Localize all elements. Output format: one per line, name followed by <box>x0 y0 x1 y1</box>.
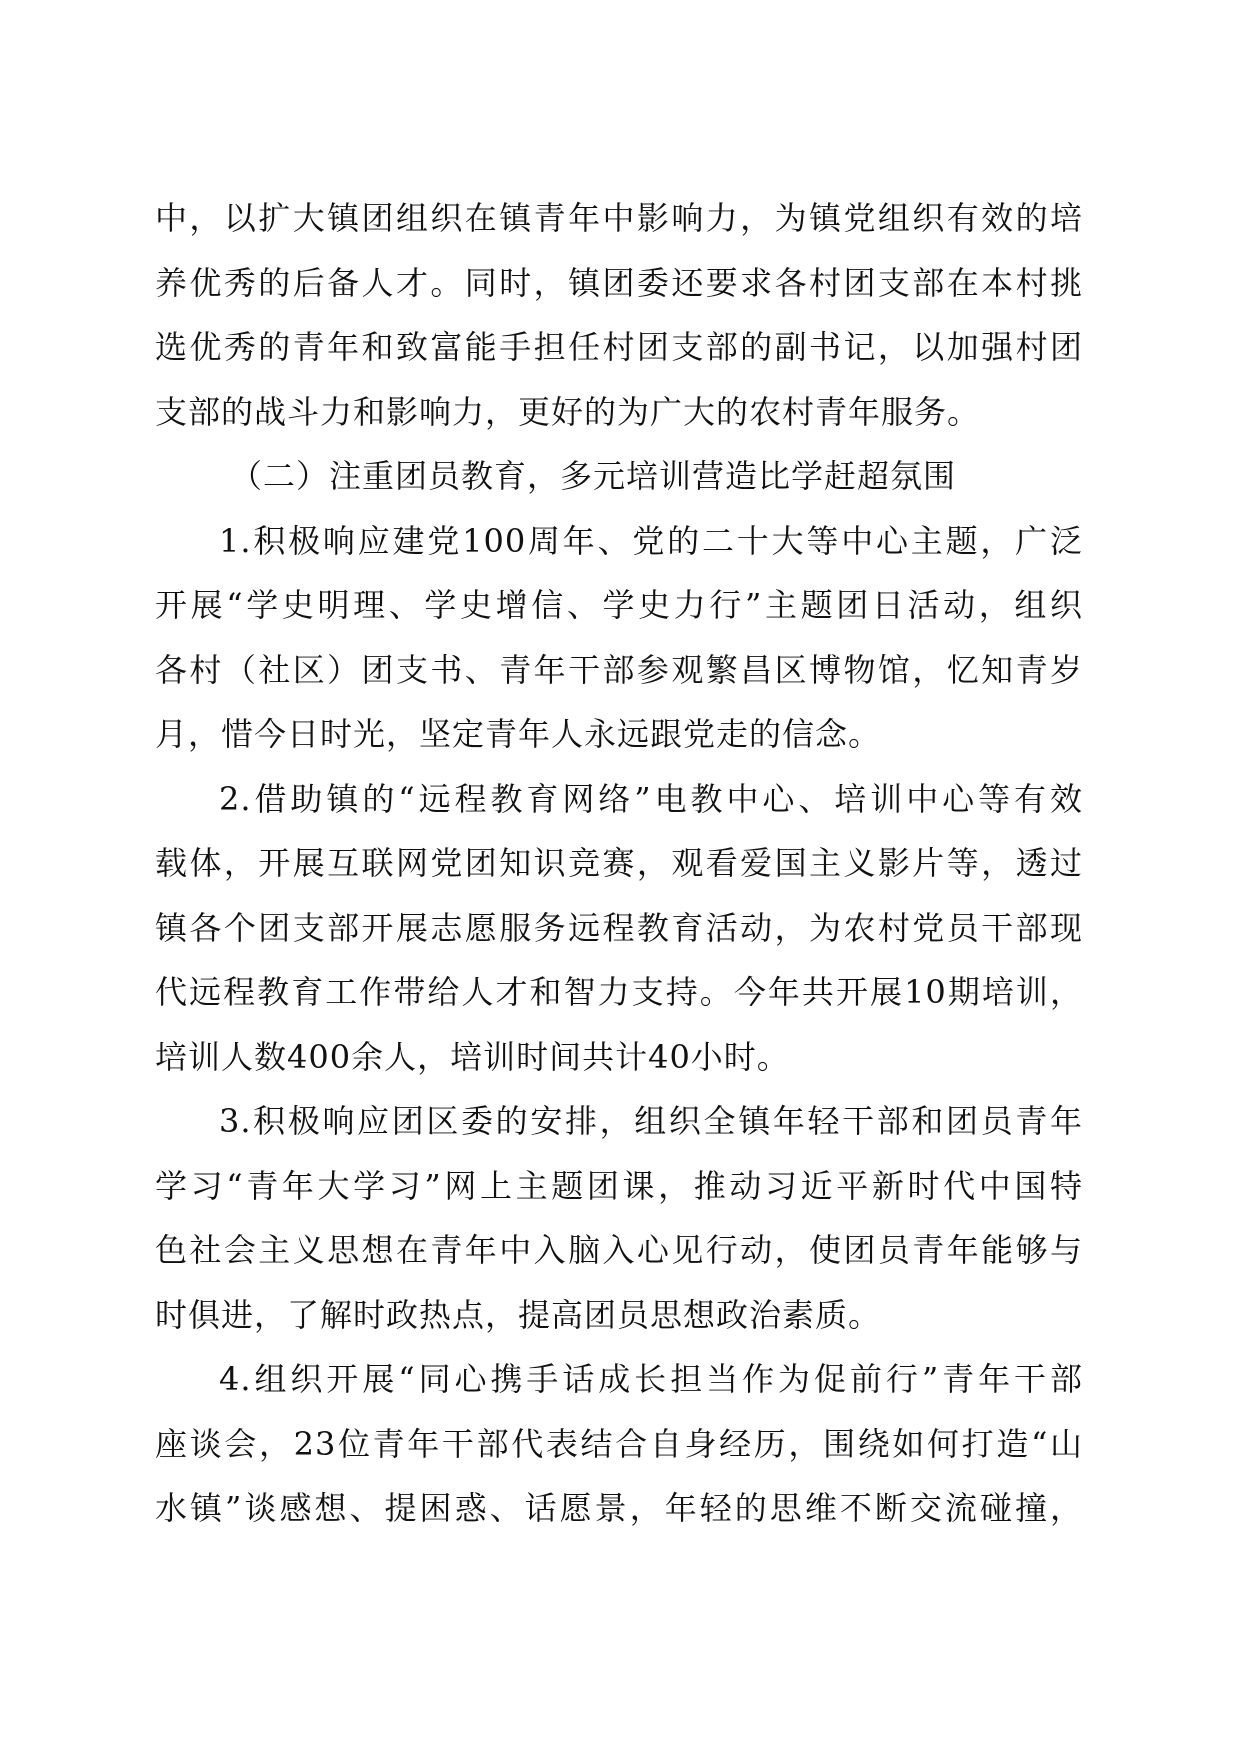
text-line: 中，以扩大镇团组织在镇青年中影响力，为镇党组织有效的培 <box>155 199 1083 237</box>
document-body <box>155 186 1083 1541</box>
text-line: 4.组织开展“同心携手话成长担当作为促前行”青年干部 <box>219 1360 1083 1398</box>
section-heading: （二）注重团员教育，多元培训营造比学赶超氛围 <box>230 457 957 495</box>
text-line: 养优秀的后备人才。同时，镇团委还要求各村团支部在本村挑 <box>155 263 1083 302</box>
text-line: 时俱进，了解时政热点，提高团员思想政治素质。 <box>155 1295 882 1334</box>
text-line: 1.积极响应建党100周年、党的二十大等中心主题，广泛 <box>219 521 1083 560</box>
text-line: 3.积极响应团区委的安排，组织全镇年轻干部和团员青年 <box>219 1102 1083 1140</box>
text-line: 开展“学史明理、学史增信、学史力行”主题团日活动，组织 <box>155 586 1083 624</box>
text-line: 选优秀的青年和致富能手担任村团支部的副书记，以加强村团 <box>155 328 1083 366</box>
text-line: 色社会主义思想在青年中入脑入心见行动，使团员青年能够与 <box>155 1231 1083 1269</box>
text-line: 水镇”谈感想、提困惑、话愿景，年轻的思维不断交流碰撞， <box>155 1489 1083 1527</box>
text-line: 座谈会，23位青年干部代表结合自身经历，围绕如何打造“山 <box>155 1424 1083 1463</box>
text-line: 2.借助镇的“远程教育网络”电教中心、培训中心等有效 <box>219 779 1083 818</box>
text-line: 代远程教育工作带给人才和智力支持。今年共开展10期培训， <box>155 973 1083 1011</box>
text-line: 月，惜今日时光，坚定青年人永远跟党走的信念。 <box>155 715 882 753</box>
text-line: 镇各个团支部开展志愿服务远程教育活动，为农村党员干部现 <box>155 908 1083 947</box>
text-line: 载体，开展互联网党团知识竞赛，观看爱国主义影片等，透过 <box>155 844 1083 882</box>
text-line: 各村（社区）团支书、青年干部参观繁昌区博物馆，忆知青岁 <box>155 650 1083 689</box>
text-line: 学习“青年大学习”网上主题团课，推动习近平新时代中国特 <box>155 1166 1083 1205</box>
text-line: 支部的战斗力和影响力，更好的为广大的农村青年服务。 <box>155 392 981 431</box>
text-line: 培训人数400余人，培训时间共计40小时。 <box>155 1037 790 1076</box>
